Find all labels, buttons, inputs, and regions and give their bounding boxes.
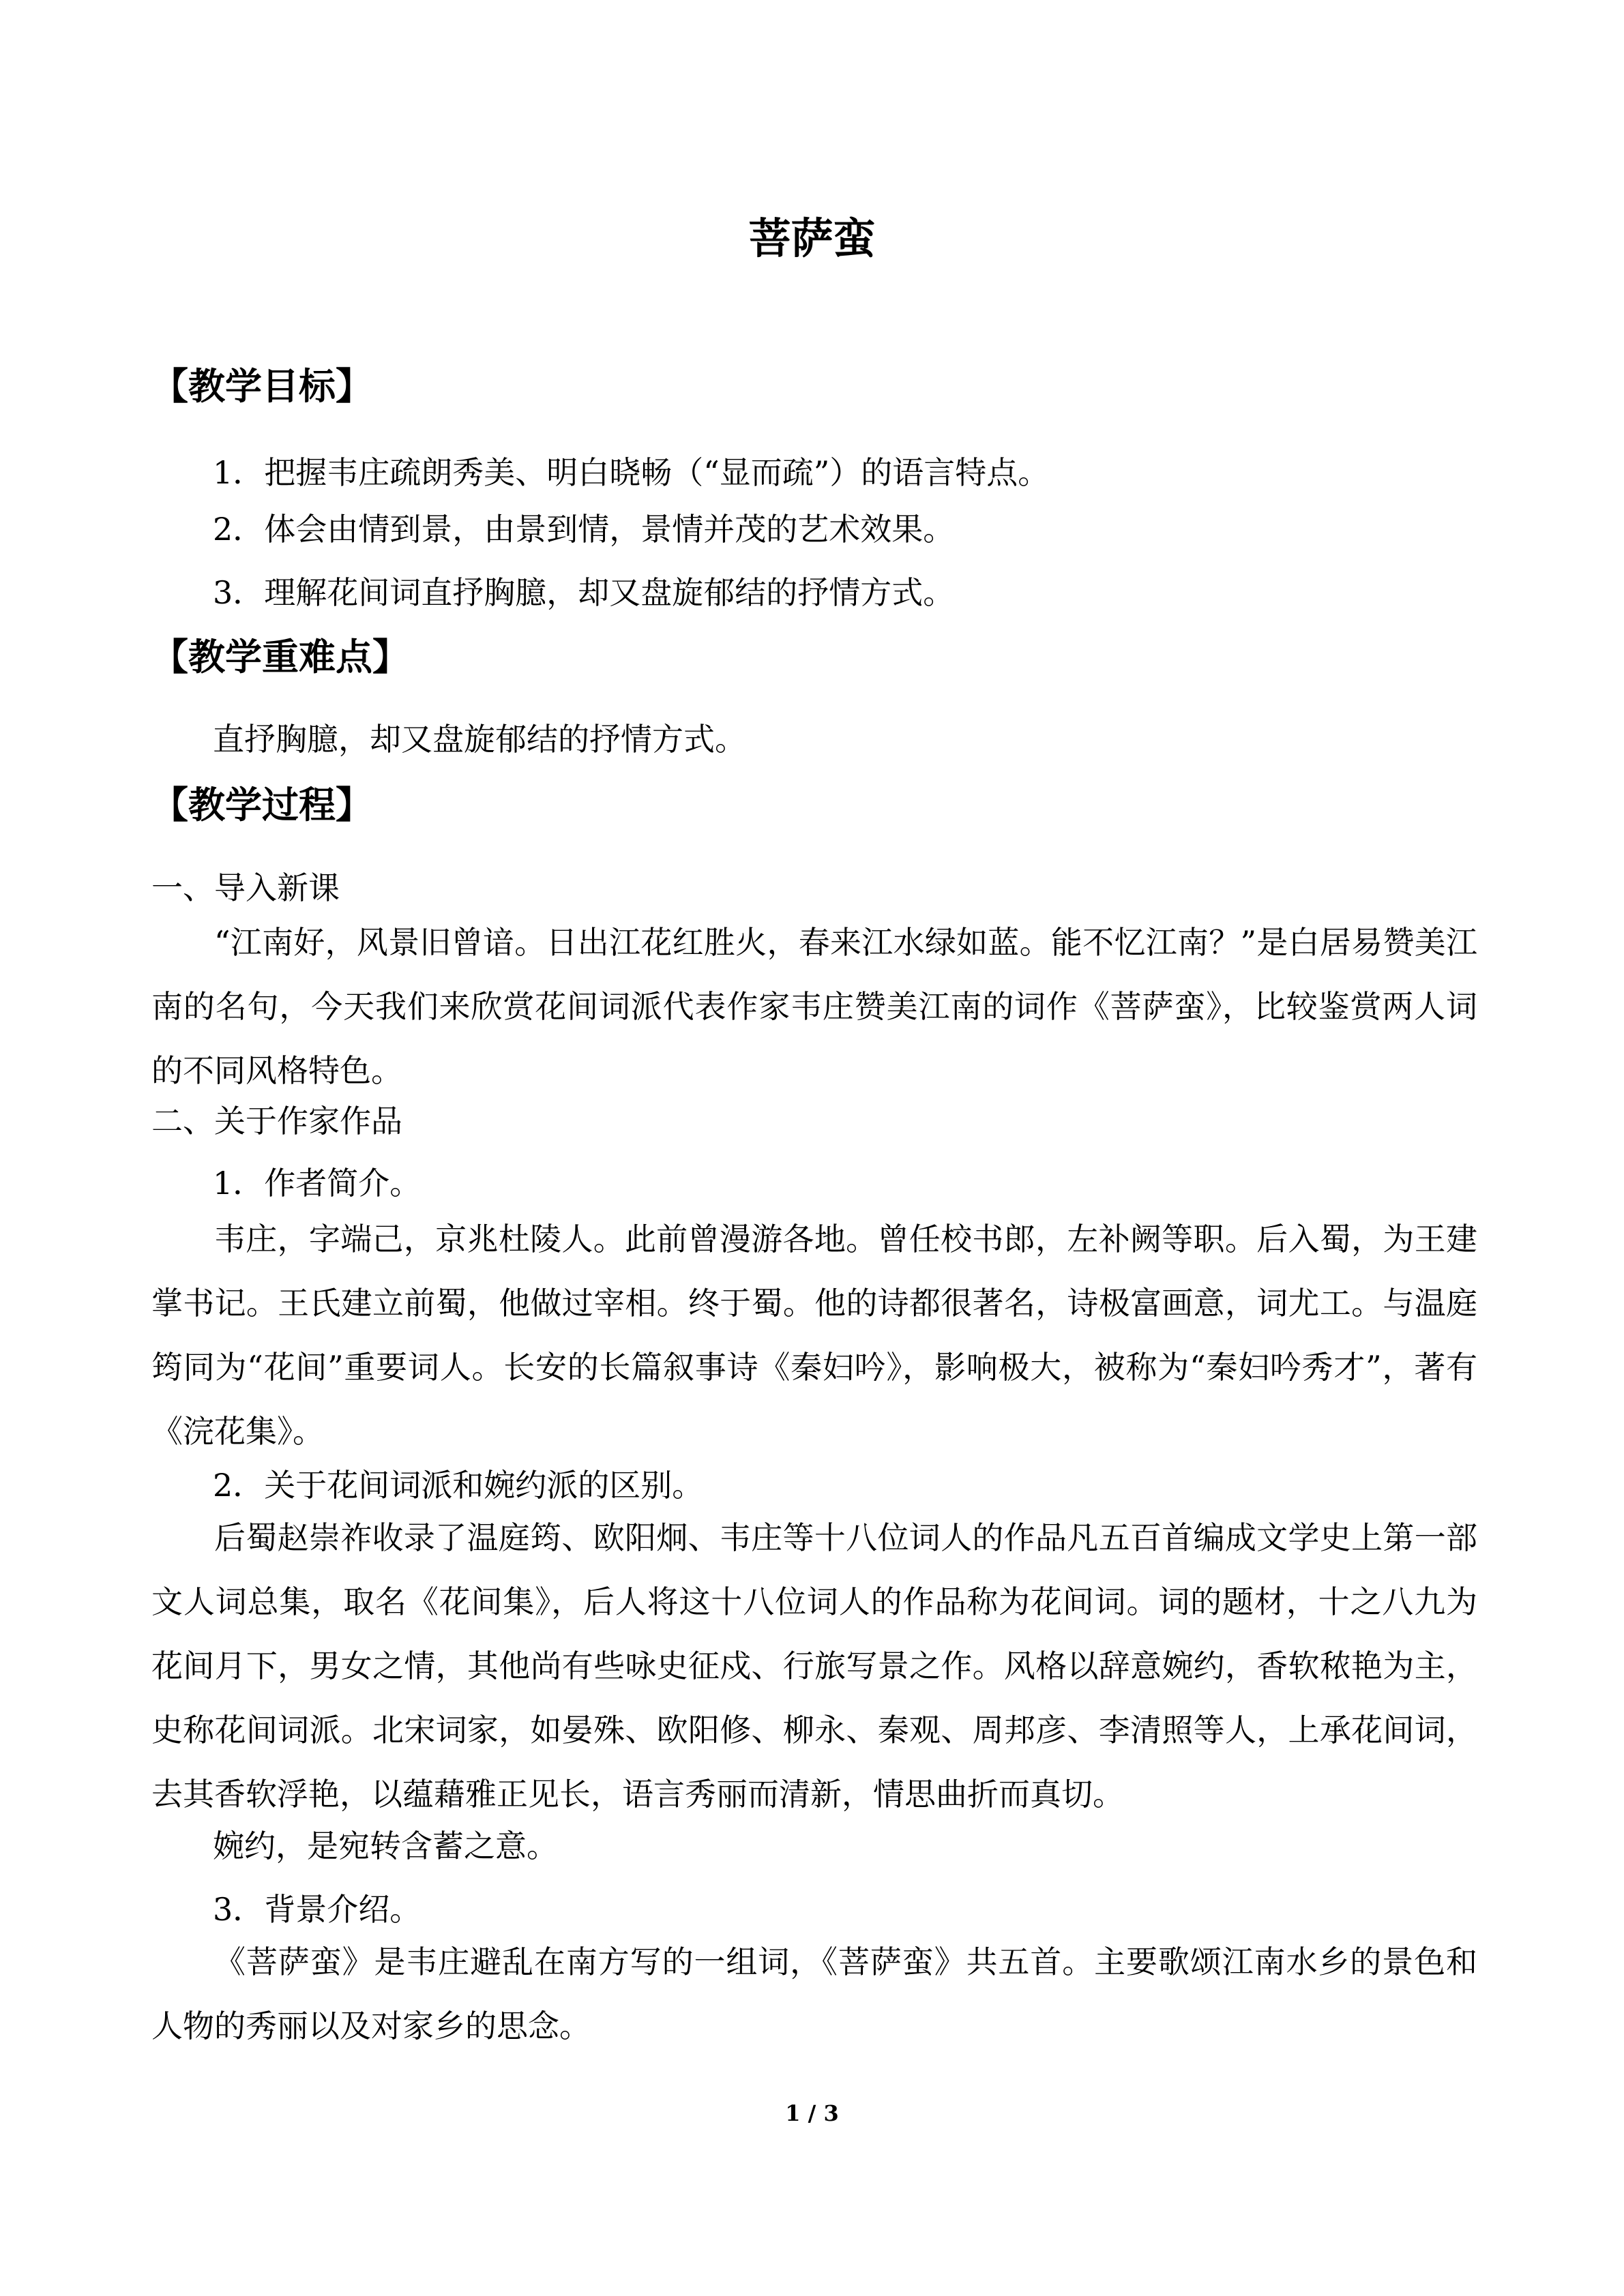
objective-item-2: 2．体会由情到景，由景到情，景情并茂的艺术效果。 xyxy=(213,511,955,548)
document-title: 菩萨蛮 xyxy=(748,213,876,263)
school-diff-note: 婉约，是宛转含蓄之意。 xyxy=(213,1828,558,1864)
background-text: 《菩萨蛮》是韦庄避乱在南方写的一组词，《菩萨蛮》共五首。主要歌颂江南水乡的景色和人物的秀丽以及对家乡的思念。 xyxy=(151,1943,1477,2044)
objective-item-1: 1．把握韦庄疏朗秀美、明白晓畅（“显而疏”）的语言特点。 xyxy=(213,454,1050,491)
author-intro-title: 1．作者简介。 xyxy=(213,1165,422,1202)
process-part1-title: 一、导入新课 xyxy=(151,869,340,906)
heading-process: 【教学过程】 xyxy=(151,783,372,826)
page-number: 1 / 3 xyxy=(785,2100,839,2126)
process-part1-text: “江南好，风景旧曾谙。日出江花红胜火，春来江水绿如蓝。能不忆江南？”是白居易赞美江南的名句，今天我们来欣赏花间词派代表作家韦庄赞美江南的词作《菩萨蛮》，比较鉴赏两人词的不同风格特色。 xyxy=(151,924,1477,1089)
background-title: 3．背景介绍。 xyxy=(213,1891,422,1928)
school-diff-title: 2．关于花间词派和婉约派的区别。 xyxy=(213,1467,704,1504)
author-intro-text: 韦庄，字端己，京兆杜陵人。此前曾漫游各地。曾任校书郎，左补阙等职。后入蜀，为王建掌书记。王氏建立前蜀，他做过宰相。终于蜀。他的诗都很著名，诗极富画意，词尤工。与温庭筠同为“花间”重要词人。长安的长篇叙事诗《秦妇吟》，影响极大，被称为“秦妇吟秀才”，著有《浣花集》。 xyxy=(151,1221,1477,1450)
heading-key-points: 【教学重难点】 xyxy=(151,635,409,679)
heading-objectives: 【教学目标】 xyxy=(151,364,372,408)
school-diff-text: 后蜀赵崇祚收录了温庭筠、欧阳炯、韦庄等十八位词人的作品凡五百首编成文学史上第一部文人词总集，取名《花间集》，后人将这十八位词人的作品称为花间词。词的题材，十之八九为花间月下，男女之情，其他尚有些咏史征戍、行旅写景之作。风格以辞意婉约，香软秾艳为主，史称花间词派。北宋词家，如晏殊、欧阳修、柳永、秦观、周邦彦、李清照等人，上承花间词，去其香软浮艳，以蕴藉雅正见长，语言秀丽而清新，情思曲折而真切。 xyxy=(151,1519,1477,1813)
key-points-text: 直抒胸臆，却又盘旋郁结的抒情方式。 xyxy=(213,721,746,758)
objective-item-3: 3．理解花间词直抒胸臆，却又盘旋郁结的抒情方式。 xyxy=(213,574,955,611)
process-part2-title: 二、关于作家作品 xyxy=(151,1103,402,1139)
